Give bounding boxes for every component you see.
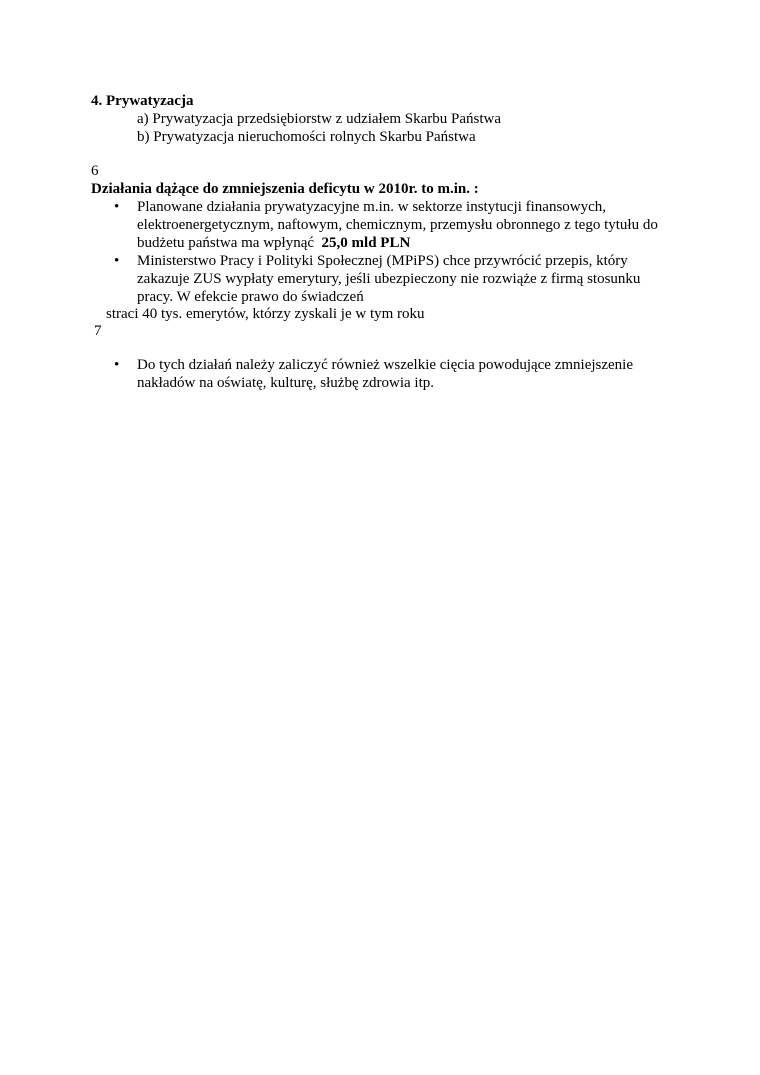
bullet-icon: •: [114, 253, 120, 269]
list-item: a) Prywatyzacja przedsiębiorstw z udziałem Skarbu Państwa: [137, 111, 502, 127]
page-marker: 6: [91, 163, 99, 179]
bullet-icon: •: [114, 199, 120, 215]
continuation-text: straci 40 tys. emerytów, którzy zyskali je w tym roku: [106, 306, 425, 322]
bullet-text-line: pracy. W efekcie prawo do świadczeń: [137, 289, 364, 305]
bullet-text-line: Planowane działania prywatyzacyjne m.in. w sektorze instytucji finansowych,: [137, 199, 607, 215]
amount-value: 25,0 mld PLN: [321, 235, 411, 251]
bullet-text-line: Do tych działań należy zaliczyć również wszelkie cięcia powodujące zmniejszenie: [137, 357, 634, 373]
list-item: b) Prywatyzacja nieruchomości rolnych Skarbu Państwa: [137, 129, 476, 145]
page-marker: 7: [94, 323, 102, 339]
bullet-text: budżetu państwa ma wpłynąć: [137, 235, 315, 251]
bullet-text-line: zakazuje ZUS wypłaty emerytury, jeśli ubezpieczony nie rozwiąże z firmą stosunku: [137, 271, 641, 287]
bullet-text-line: nakładów na oświatę, kulturę, służbę zdrowia itp.: [137, 375, 434, 391]
bullet-text-line: elektroenergetycznym, naftowym, chemicznym, przemysłu obronnego z tego tytułu do: [137, 217, 658, 233]
bullet-icon: •: [114, 357, 120, 373]
section-heading: Działania dążące do zmniejszenia deficytu w 2010r. to m.in. :: [91, 181, 479, 197]
bullet-text-line: Ministerstwo Pracy i Polityki Społecznej (MPiPS) chce przywrócić przepis, który: [137, 253, 628, 269]
section-heading: 4. Prywatyzacja: [91, 93, 194, 109]
bullet-text-line: [137, 234, 410, 252]
